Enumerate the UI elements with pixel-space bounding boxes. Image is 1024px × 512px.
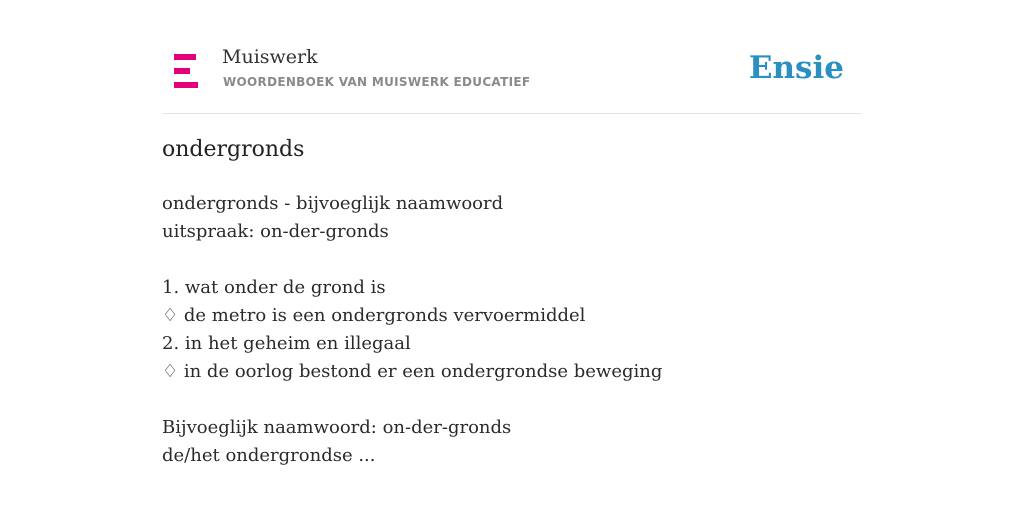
definition-line-example-2: ♢ in de oorlog bestond er een ondergrondse beweging xyxy=(162,361,663,382)
page-title: ondergronds xyxy=(162,137,305,162)
definition-spacer xyxy=(162,246,862,274)
logo-bar-middle xyxy=(174,68,190,74)
definition-line-hyphenation: Bijvoeglijk naamwoord: on-der-gronds xyxy=(162,417,512,438)
definition-line-meaning-1: 1. wat onder de grond is xyxy=(162,277,386,298)
brand-name[interactable]: Muiswerk xyxy=(222,46,318,68)
definition-line-noun-form: de/het ondergrondse ... xyxy=(162,445,376,466)
muiswerk-logo-icon[interactable] xyxy=(172,53,200,89)
definition-line-meaning-2: 2. in het geheim en illegaal xyxy=(162,333,411,354)
ensie-logo[interactable]: Ensie xyxy=(748,50,844,86)
header xyxy=(162,40,862,114)
definition-line-pronunciation: uitspraak: on-der-gronds xyxy=(162,221,389,242)
definition-line-example-1: ♢ de metro is een ondergronds vervoermiddel xyxy=(162,305,586,326)
logo-bar-bottom xyxy=(174,82,198,88)
definition-spacer xyxy=(162,386,862,414)
definition-body xyxy=(162,190,862,470)
logo-bar-top xyxy=(174,54,196,60)
definition-line-word-class: ondergronds - bijvoeglijk naamwoord xyxy=(162,193,504,214)
brand-subtitle: WOORDENBOEK VAN MUISWERK EDUCATIEF xyxy=(223,75,531,89)
